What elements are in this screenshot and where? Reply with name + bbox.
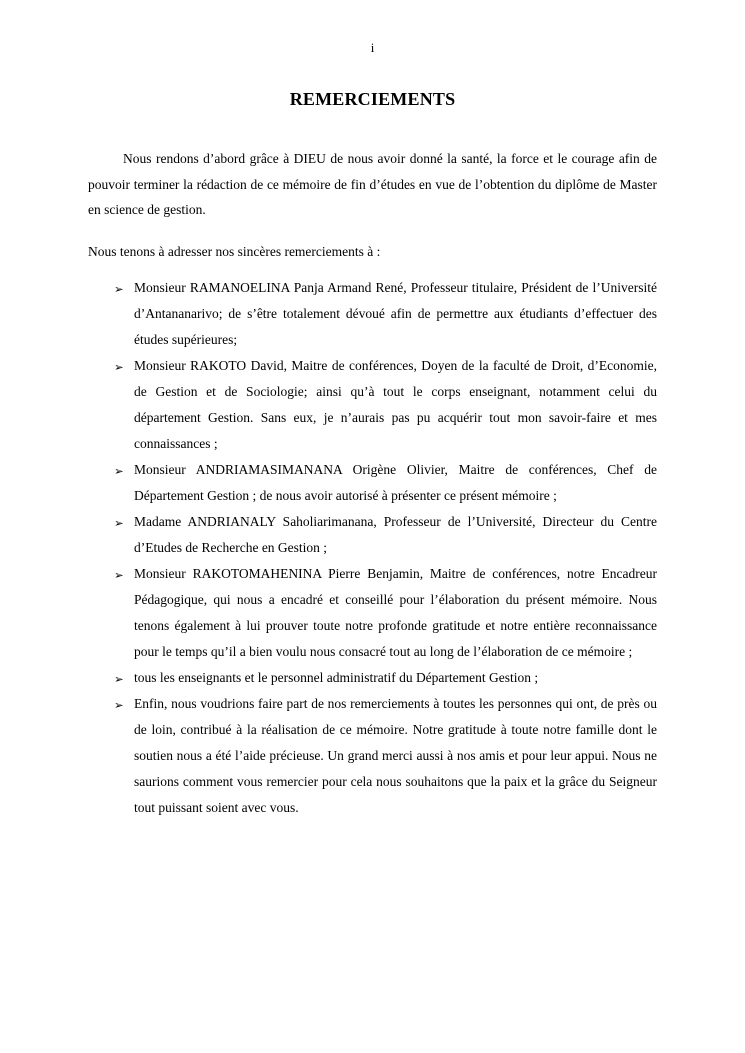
- list-item-text: Monsieur RAKOTOMAHENINA Pierre Benjamin, Maitre de conférences, notre Encadreur Pédagogique, qui nous a encadré et conseillé pour l’élaboration du présent mémoire. Nous tenons également à lui prouver toute notre profonde gratitude et notre entière reconnaissance pour le temps qu’il a bien voulu nous consacré tout au long de l’élaboration de ce mémoire ;: [134, 566, 657, 659]
- arrow-bullet-icon: ➢: [114, 568, 124, 582]
- acknowledgement-list: [88, 275, 657, 821]
- list-item: [88, 457, 657, 509]
- page-number: i: [370, 40, 375, 55]
- arrow-bullet-icon: ➢: [114, 516, 124, 530]
- arrow-bullet-icon: ➢: [114, 672, 124, 686]
- list-item-text: Enfin, nous voudrions faire part de nos remerciements à toutes les personnes qui ont, de près ou de loin, contribué à la réalisation de ce mémoire. Notre gratitude à toute notre famille dont le soutien nous a été l’aide précieuse. Un grand merci aussi à nos amis et pour leur appui. Nous ne saurions comment vous remercier pour cela nous souhaitons que la paix et la grâce du Seigneur tout puissant soient avec vous.: [134, 696, 657, 815]
- intro-paragraph: Nous rendons d’abord grâce à DIEU de nous avoir donné la santé, la force et le courage afin de pouvoir terminer la rédaction de ce mémoire de fin d’études en vue de l’obtention du diplôme de Master en science de gestion.: [88, 151, 657, 217]
- list-item: [88, 561, 657, 665]
- list-item: [88, 353, 657, 457]
- arrow-bullet-icon: ➢: [114, 464, 124, 478]
- list-item-text: Monsieur RAKOTO David, Maitre de conférences, Doyen de la faculté de Droit, d’Economie, de Gestion et de Sociologie; ainsi qu’à tout le corps enseignant, notamment celui du département Gestion. Sans eux, je n’aurais pas pu acquérir tout mon savoir-faire et mes connaissances ;: [134, 358, 657, 451]
- arrow-bullet-icon: ➢: [114, 698, 124, 712]
- list-item: [88, 691, 657, 821]
- arrow-bullet-icon: ➢: [114, 282, 124, 296]
- lead-in-paragraph: Nous tenons à adresser nos sincères remerciements à :: [88, 243, 381, 259]
- list-item: [88, 509, 657, 561]
- list-item-text: Monsieur ANDRIAMASIMANANA Origène Olivier, Maitre de conférences, Chef de Département Gestion ; de nous avoir autorisé à présenter ce présent mémoire ;: [134, 462, 657, 503]
- list-item-text: Madame ANDRIANALY Saholiarimanana, Professeur de l’Université, Directeur du Centre d’Etudes de Recherche en Gestion ;: [134, 514, 657, 555]
- list-item-text: Monsieur RAMANOELINA Panja Armand René, Professeur titulaire, Président de l’Université d’Antananarivo; de s’être totalement dévoué afin de permettre aux étudiants d’effectuer des études supérieures;: [134, 280, 657, 347]
- list-item: [88, 665, 657, 691]
- list-item: [88, 275, 657, 353]
- arrow-bullet-icon: ➢: [114, 360, 124, 374]
- page-title: REMERCIEMENTS: [289, 89, 456, 109]
- list-item-text: tous les enseignants et le personnel administratif du Département Gestion ;: [134, 670, 539, 685]
